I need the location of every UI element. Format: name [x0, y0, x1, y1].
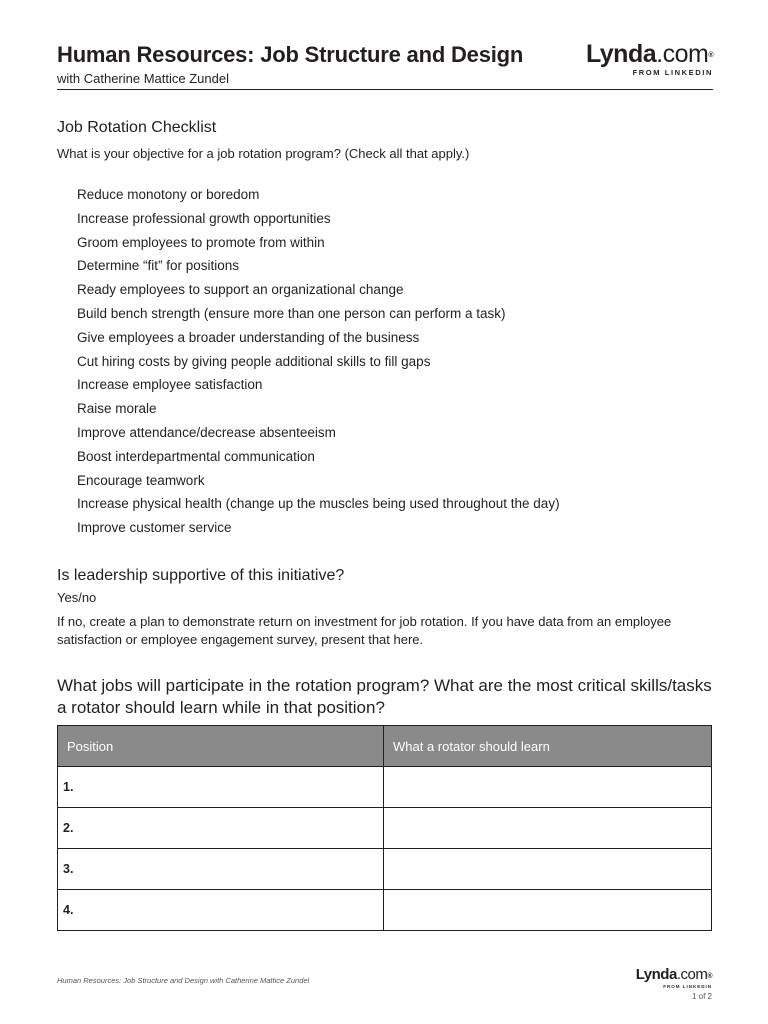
checklist-item[interactable]: Increase employee satisfaction	[77, 377, 263, 393]
leadership-note: If no, create a plan to demonstrate return on investment for job rotation. If you have data from an employee satisfaction or employee engagement survey, present that here.	[57, 614, 672, 647]
learn-cell[interactable]	[384, 808, 712, 849]
position-cell: 3.	[58, 849, 384, 890]
table-row	[58, 767, 712, 808]
checklist-item[interactable]: Boost interdepartmental communication	[77, 448, 315, 464]
learn-cell[interactable]	[384, 767, 712, 808]
document-title: Human Resources: Job Structure and Design	[57, 42, 524, 67]
footer-lynda-logo: Lynda.com® FROM LINKEDIN 1 of 2	[635, 966, 712, 1001]
column-header-position: Position	[58, 726, 384, 767]
footer-text: Human Resources: Job Structure and Design with Catherine Mattice Zundel	[57, 976, 310, 985]
checklist-item[interactable]: Reduce monotony or boredom	[77, 187, 260, 202]
checklist-item[interactable]: Build bench strength (ensure more than one person can perform a task)	[77, 305, 506, 321]
leadership-answer: Yes/no	[57, 590, 97, 605]
document-author: with Catherine Mattice Zundel	[57, 71, 229, 86]
checklist-item[interactable]: Groom employees to promote from within	[77, 234, 325, 250]
learn-cell[interactable]	[384, 849, 712, 890]
checklist-item[interactable]: Increase physical health (change up the muscles being used throughout the day)	[77, 496, 560, 512]
position-cell: 4.	[58, 890, 384, 931]
checklist-title: Job Rotation Checklist	[57, 119, 217, 136]
checklist-item[interactable]: Improve customer service	[77, 520, 232, 536]
checklist-item[interactable]: Ready employees to support an organizational change	[77, 282, 404, 298]
rotation-table	[57, 725, 712, 931]
checklist-question: What is your objective for a job rotation program? (Check all that apply.)	[57, 146, 470, 161]
checklist-item[interactable]: Encourage teamwork	[77, 472, 205, 488]
checklist-item[interactable]: Increase professional growth opportunities	[77, 210, 331, 226]
jobs-question: What jobs will participate in the rotation program? What are the most critical skills/tasks a rotator should learn while in that position?	[57, 676, 712, 717]
position-cell: 2.	[58, 808, 384, 849]
checklist-item[interactable]: Cut hiring costs by giving people additional skills to fill gaps	[77, 353, 431, 369]
table-row	[58, 808, 712, 849]
checklist-item[interactable]: Determine “fit” for positions	[77, 258, 240, 274]
table-row	[58, 890, 712, 931]
page-number: 1 of 2	[691, 992, 712, 1001]
checklist-item[interactable]: Improve attendance/decrease absenteeism	[77, 424, 336, 440]
document-header	[57, 40, 713, 90]
checklist-item[interactable]: Raise morale	[77, 401, 157, 417]
table-row	[58, 849, 712, 890]
position-cell: 1.	[58, 767, 384, 808]
checklist-item[interactable]: Give employees a broader understanding of the business	[77, 329, 420, 345]
table-header-row	[58, 726, 712, 767]
lynda-logo: Lynda.com® FROM LINKEDIN	[585, 40, 713, 77]
learn-cell[interactable]	[384, 890, 712, 931]
leadership-question: Is leadership supportive of this initiative?	[57, 567, 345, 584]
column-header-learn: What a rotator should learn	[384, 726, 712, 767]
objective-checklist	[77, 185, 560, 542]
